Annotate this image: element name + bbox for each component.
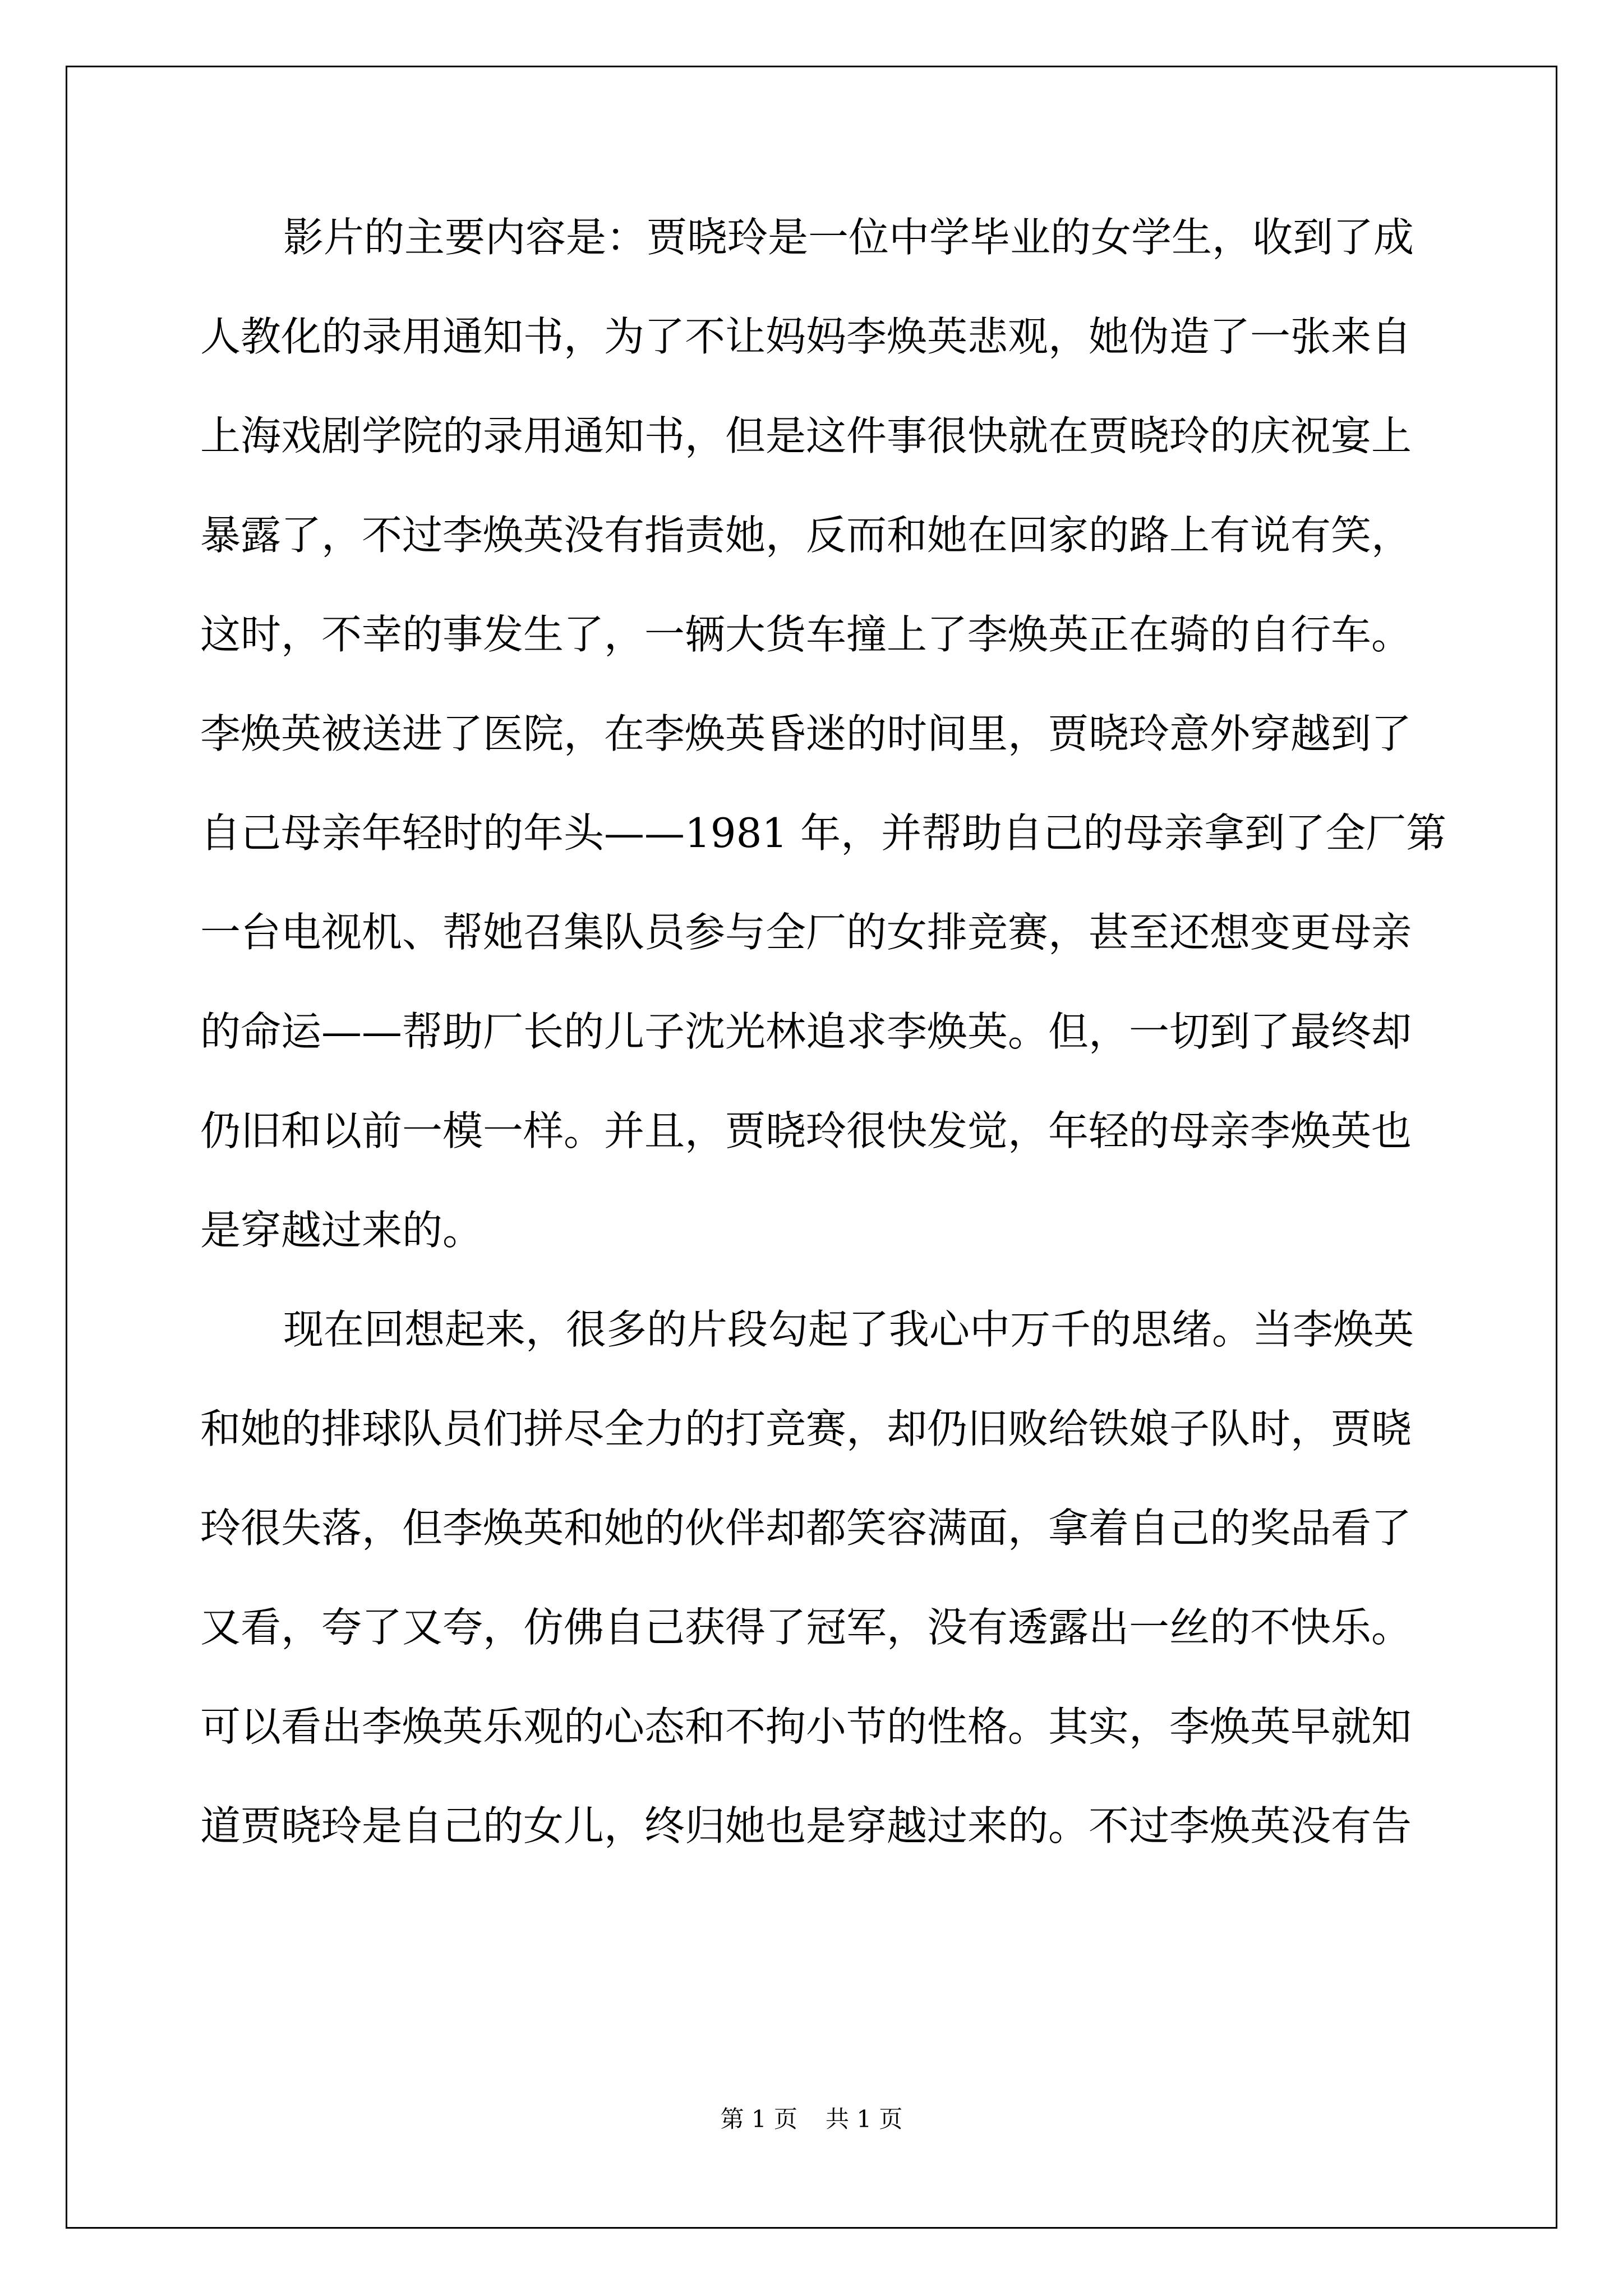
text-line: 和她的排球队员们拼尽全力的打竞赛，却仍旧败给铁娘子队时，贾晓 [200, 1405, 1412, 1452]
text-line: 现在回想起来，很多的片段勾起了我心中万千的思绪。当李焕英 [283, 1306, 1414, 1353]
text-line: 李焕英被送进了医院，在李焕英昏迷的时间里，贾晓玲意外穿越到了 [200, 710, 1412, 757]
text-line: 上海戏剧学院的录用通知书，但是这件事很快就在贾晓玲的庆祝宴上 [200, 412, 1412, 459]
text-line: 是穿越过来的。 [200, 1207, 483, 1254]
page-total: 共 1 页 [826, 2105, 903, 2133]
text-line: 可以看出李焕英乐观的心态和不拘小节的性格。其实，李焕英早就知 [200, 1703, 1412, 1750]
paragraph-1 [200, 188, 1445, 1280]
text-line: 自己母亲年轻时的年头——1981 年，并帮助自己的母亲拿到了全厂第 [200, 809, 1447, 857]
page-footer [0, 2101, 1623, 2134]
text-line: 暴露了，不过李焕英没有指责她，反而和她在回家的路上有说有笑， [200, 512, 1412, 559]
text-line: 道贾晓玲是自己的女儿，终归她也是穿越过来的。不过李焕英没有告 [200, 1802, 1412, 1849]
text-line: 又看，夸了又夸，仿佛自己获得了冠军，没有透露出一丝的不快乐。 [200, 1604, 1412, 1651]
text-line: 的命运——帮助厂长的儿子沈光林追求李焕英。但，一切到了最终却 [200, 1008, 1412, 1055]
text-line: 人教化的录用通知书，为了不让妈妈李焕英悲观，她伪造了一张来自 [200, 313, 1412, 360]
text-line: 一台电视机、帮她召集队员参与全厂的女排竞赛，甚至还想变更母亲 [200, 909, 1412, 956]
text-line: 玲很失落，但李焕英和她的伙伴却都笑容满面，拿着自己的奖品看了 [200, 1504, 1412, 1552]
page-number: 第 1 页 [720, 2105, 797, 2133]
paragraph-2 [200, 1280, 1445, 1876]
text-line: 这时，不幸的事发生了，一辆大货车撞上了李焕英正在骑的自行车。 [200, 611, 1412, 658]
text-line: 仍旧和以前一模一样。并且，贾晓玲很快发觉，年轻的母亲李焕英也 [200, 1107, 1412, 1154]
text-line: 影片的主要内容是：贾晓玲是一位中学毕业的女学生，收到了成 [283, 214, 1414, 261]
document-body [200, 188, 1445, 1876]
